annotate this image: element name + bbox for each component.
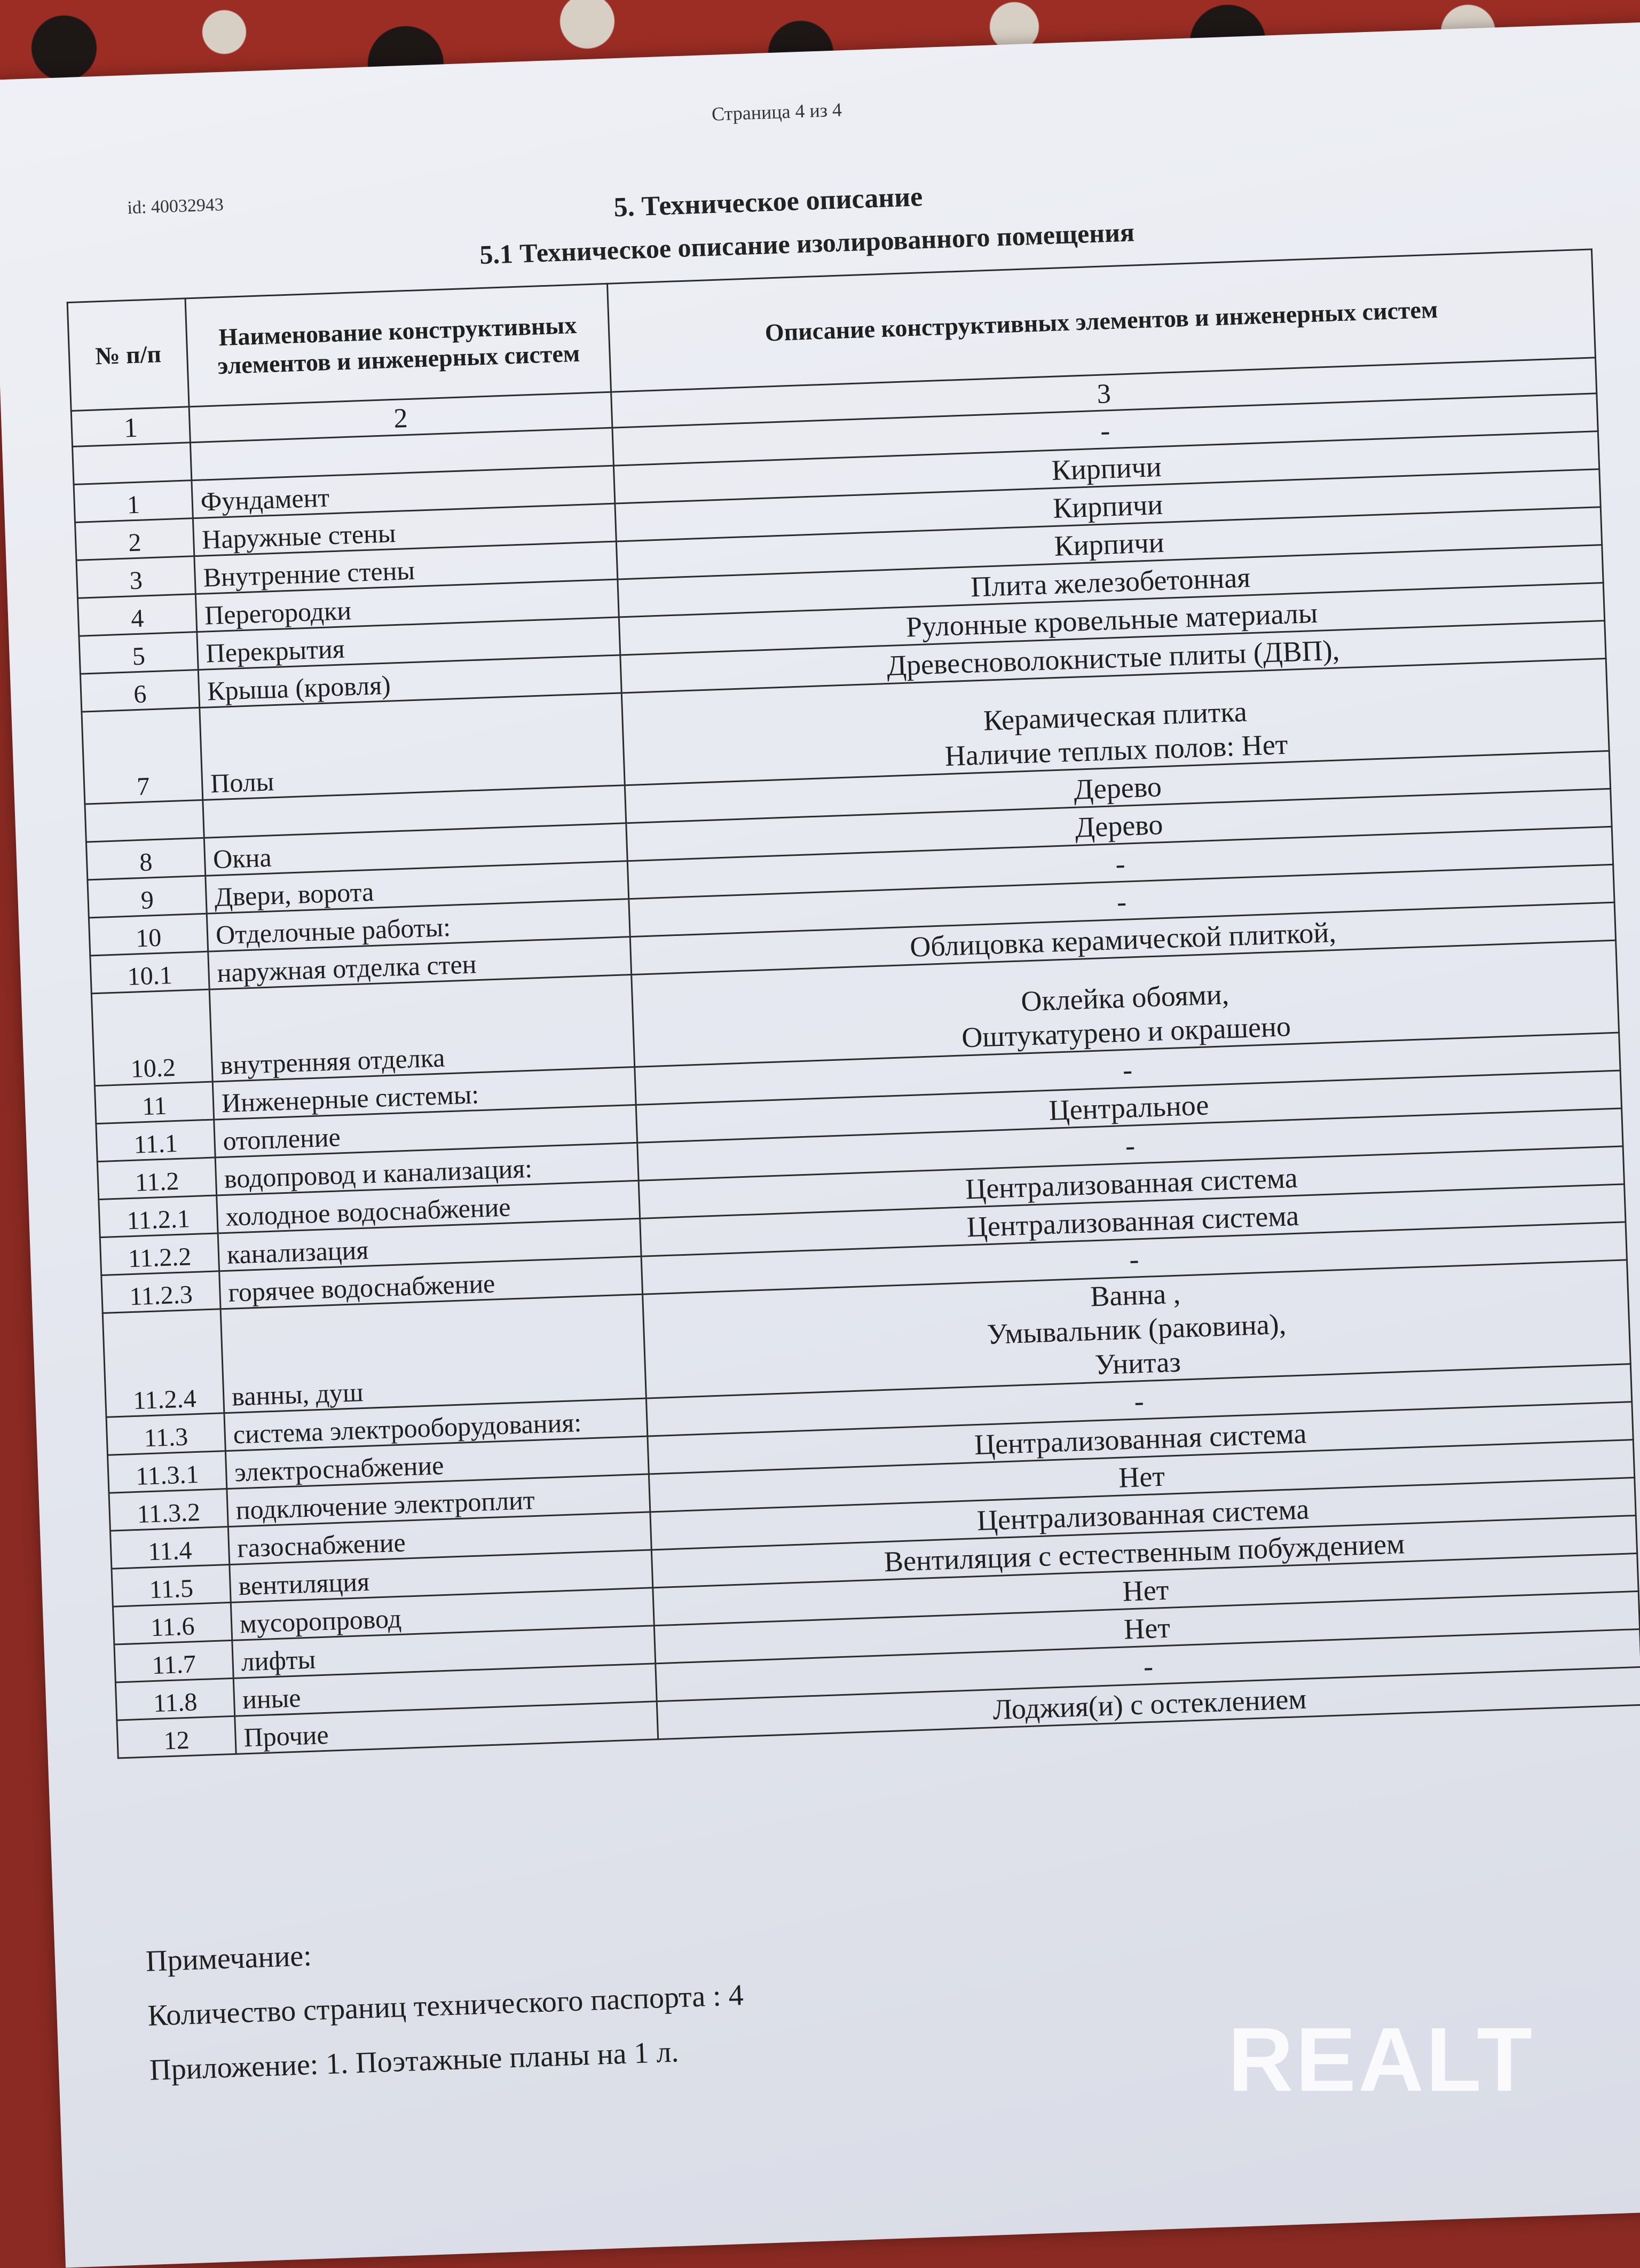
row-element-name: система электрооборудования: xyxy=(224,1398,648,1451)
row-element-name: наружная отделка стен xyxy=(208,937,632,990)
description-line: - xyxy=(1122,1053,1133,1086)
description-line: - xyxy=(1115,847,1126,880)
row-element-name: Инженерные системы: xyxy=(212,1067,636,1120)
row-number xyxy=(73,443,192,485)
description-line: Унитаз xyxy=(1094,1345,1181,1381)
document-sheet xyxy=(0,21,1640,2267)
row-number: 5 xyxy=(79,632,198,674)
description-line: Кирпичи xyxy=(1053,526,1165,562)
row-number: 9 xyxy=(88,876,207,918)
description-line: Облицовка керамической плиткой, xyxy=(909,916,1337,963)
description-line: - xyxy=(1142,1650,1154,1683)
description-line: Умывальник (раковина), xyxy=(986,1308,1287,1351)
description-line: Плита железобетонная xyxy=(970,561,1251,603)
column-number-1: 1 xyxy=(71,407,190,447)
row-element-name: газоснабжение xyxy=(228,1512,651,1565)
description-line: Кирпичи xyxy=(1051,450,1162,486)
row-element-name: подключение электроплит xyxy=(227,1474,650,1527)
row-number: 11.1 xyxy=(96,1120,215,1162)
row-element-name: вентиляция xyxy=(230,1550,653,1603)
column-number-2: 2 xyxy=(189,392,612,443)
description-line: Дерево xyxy=(1074,808,1164,844)
row-element-name: Наружные стены xyxy=(193,503,616,556)
description-line: Древесноволокнистые плиты (ДВП), xyxy=(886,634,1340,682)
description-line: - xyxy=(1124,1129,1136,1162)
row-number xyxy=(85,800,204,842)
description-line: Оштукатурено и окрашено xyxy=(961,1010,1291,1054)
row-element-name: Двери, ворота xyxy=(206,861,629,914)
description-line: Централизованная система xyxy=(965,1161,1298,1206)
row-element-name: Фундамент xyxy=(192,466,615,518)
description-line: Нет xyxy=(1118,1460,1165,1494)
description-line: Оклейка обоями, xyxy=(1020,978,1230,1018)
row-number: 8 xyxy=(86,838,205,880)
row-number: 11.8 xyxy=(115,1678,234,1720)
notes-block xyxy=(145,1924,747,2108)
section-title: 5. Техническое описание xyxy=(613,182,924,223)
row-element-name: Перегородки xyxy=(195,579,619,632)
header-element-name: Наименование конструктивных элементов и инженерных систем xyxy=(185,284,611,406)
remark-label: Примечание: xyxy=(145,1939,312,1978)
page-counter: Страница 4 из 4 xyxy=(711,99,842,125)
description-line: Централизованная система xyxy=(966,1199,1299,1243)
row-number: 11.3.2 xyxy=(109,1489,228,1531)
header-description: Описание конструктивных элементов и инженерных систем xyxy=(608,249,1596,392)
description-line: Керамическая плитка xyxy=(983,695,1248,737)
pages-count-note: Количество страниц технического паспорта : 4 xyxy=(147,1978,744,2033)
row-element-name: Крыша (кровля) xyxy=(198,655,621,708)
row-number: 7 xyxy=(82,707,203,804)
row-element-name: отопление xyxy=(214,1105,637,1157)
row-element-name: Окна xyxy=(204,823,627,876)
row-number: 1 xyxy=(74,481,193,523)
row-number: 2 xyxy=(75,518,194,561)
row-element-name: лифты xyxy=(232,1626,656,1679)
row-element-name: водопровод и канализация: xyxy=(215,1143,638,1195)
row-element-name: Отделочные работы: xyxy=(207,899,630,952)
description-line: - xyxy=(1133,1385,1145,1418)
description-line: Централизованная система xyxy=(976,1493,1310,1537)
row-number: 11.5 xyxy=(112,1564,231,1606)
row-number: 3 xyxy=(76,556,195,598)
description-line: Центральное xyxy=(1048,1089,1210,1127)
subsection-title: 5.1 Техническое описание изолированного помещения xyxy=(479,217,1135,270)
row-number: 11.2 xyxy=(97,1157,216,1200)
row-number: 11.2.2 xyxy=(100,1233,219,1275)
description-line: Дерево xyxy=(1073,770,1162,806)
row-number: 11.3 xyxy=(106,1413,225,1455)
description-line: Кирпичи xyxy=(1052,488,1164,524)
description-line: Наличие теплых полов: Нет xyxy=(944,728,1289,773)
row-element-name: холодное водоснабжение xyxy=(217,1180,640,1233)
row-number: 6 xyxy=(80,670,199,712)
technical-description-table xyxy=(67,248,1640,1759)
attachment-note: Приложение: 1. Поэтажные планы на 1 л. xyxy=(149,2035,680,2087)
row-element-name: Перекрытия xyxy=(197,617,620,670)
row-element-name: Полы xyxy=(200,693,625,800)
description-line: Ванна , xyxy=(1090,1277,1181,1313)
row-number: 11.2.3 xyxy=(101,1271,220,1313)
row-number: 10.1 xyxy=(90,951,209,994)
description-line: Вентиляция с естественным побуждением xyxy=(883,1527,1406,1578)
row-number: 12 xyxy=(117,1716,236,1758)
row-element-name: горячее водоснабжение xyxy=(219,1256,643,1309)
row-number: 11.4 xyxy=(110,1527,229,1569)
row-element-name: внутренняя отделка xyxy=(209,975,635,1082)
row-element-name: ванны, душ xyxy=(220,1294,646,1413)
description-line: Централизованная система xyxy=(974,1417,1307,1461)
row-element-name: канализация xyxy=(218,1218,641,1271)
row-number: 4 xyxy=(77,594,196,636)
row-number: 10 xyxy=(89,914,208,956)
row-number: 11.3.1 xyxy=(108,1451,227,1493)
row-number: 10.2 xyxy=(91,989,212,1086)
realt-watermark: REALT xyxy=(1228,2009,1534,2110)
row-number: 11.7 xyxy=(114,1640,233,1682)
row-element-name: Внутренние стены xyxy=(194,541,618,594)
row-element-name: Прочие xyxy=(235,1702,658,1754)
description-line: - xyxy=(1116,885,1128,918)
row-number: 11.2.1 xyxy=(99,1195,218,1238)
description-line: Лоджия(и) с остеклением xyxy=(992,1682,1307,1726)
description-line: Нет xyxy=(1122,1573,1170,1608)
row-number: 11 xyxy=(94,1082,214,1124)
row-element-name: мусоропровод xyxy=(231,1588,654,1641)
row-element-name: иные xyxy=(233,1664,657,1716)
description-line: Нет xyxy=(1123,1611,1171,1645)
row-element-name: электроснабжение xyxy=(225,1436,649,1489)
column-number-3: 3 xyxy=(611,358,1597,428)
header-number: № п/п xyxy=(67,298,189,411)
table-body xyxy=(73,393,1640,1758)
description-line: Рулонные кровельные материалы xyxy=(905,596,1319,643)
row-number: 11.2.4 xyxy=(102,1309,224,1418)
document-id: id: 40032943 xyxy=(127,194,224,218)
description-line: - xyxy=(1100,414,1111,447)
description-line: - xyxy=(1129,1243,1140,1275)
row-number: 11.6 xyxy=(113,1602,232,1644)
